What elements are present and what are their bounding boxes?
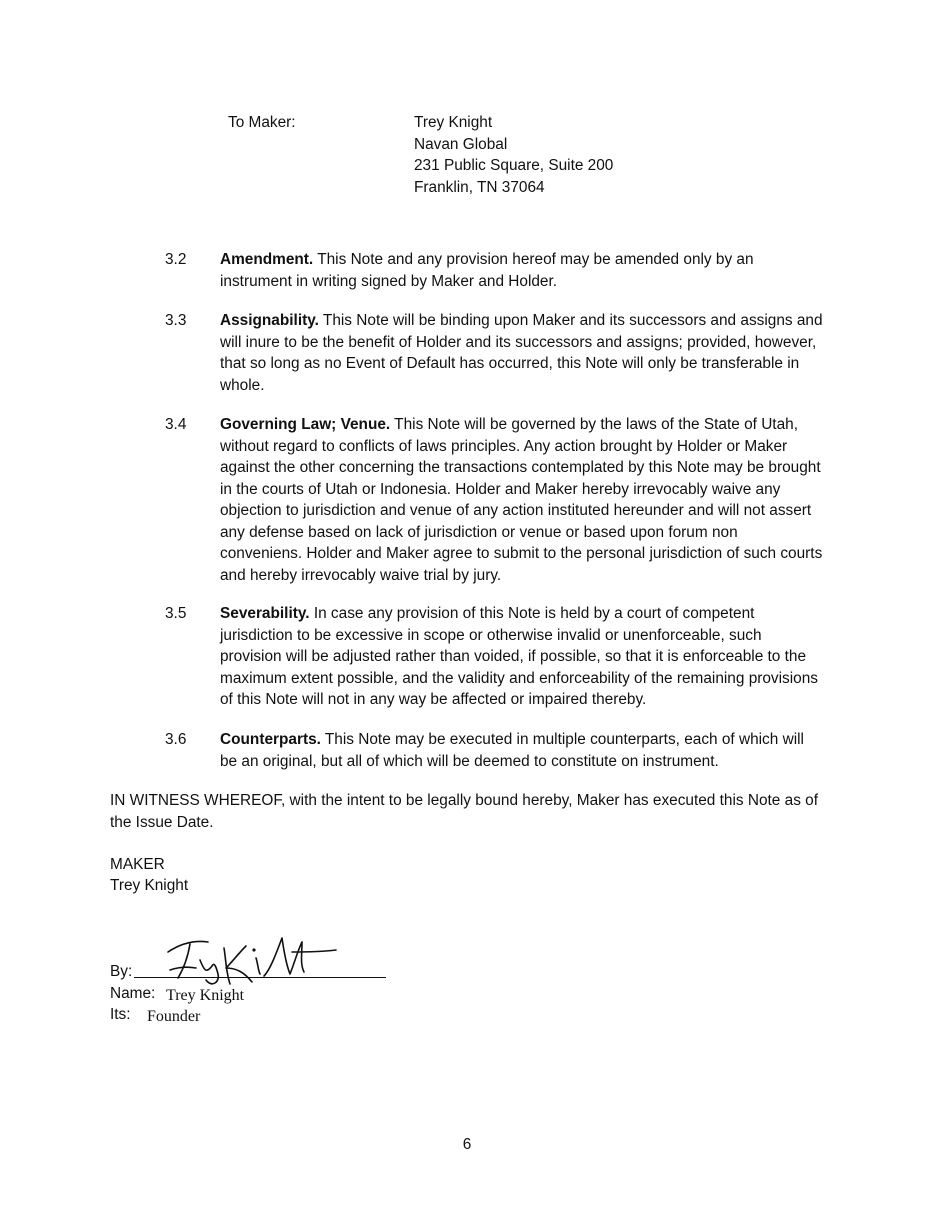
party-name: Trey Knight: [110, 877, 189, 894]
its-label: Its:: [110, 1006, 131, 1023]
section-heading: Governing Law; Venue.: [220, 416, 391, 433]
address-line: Trey Knight: [414, 114, 493, 131]
section-text: In case any provision of this Note is held by a court of competent jurisdiction to be excessive in scope or otherwise invalid or unenforceable, such provision will be adjusted rather than voided, if possible, so that it is enforceable to the maximum extent possible, and the validity and enforceability of the remaining provisions of this Note will not in any way be affected or impaired thereby.: [220, 605, 818, 708]
section-text: This Note and any provision hereof may be amended only by an instrument in writing signed by Maker and Holder.: [220, 251, 754, 290]
name-label: Name:: [110, 985, 156, 1002]
address-line: 231 Public Square, Suite 200: [414, 157, 614, 174]
section-heading: Severability.: [220, 605, 310, 622]
section-heading: Assignability.: [220, 312, 319, 329]
section-number: 3.2: [165, 251, 187, 268]
section-text: This Note will be binding upon Maker and its successors and assigns and will inure to be the benefit of Holder and its successors and assigns; provided, however, that so long as no Event of Default has occurred, this Note will only be transferable in whole.: [220, 312, 823, 394]
section-body: [220, 414, 824, 586]
section-heading: Counterparts.: [220, 731, 321, 748]
address-line: Franklin, TN 37064: [414, 178, 545, 196]
page-number: 6: [462, 1136, 472, 1153]
address-line: Navan Global: [414, 135, 508, 153]
notice-label: To Maker:: [228, 114, 296, 131]
section-body: [220, 249, 824, 292]
witness-paragraph: IN WITNESS WHEREOF, with the intent to be legally bound hereby, Maker has executed this Note as of the Issue Date.: [110, 792, 819, 831]
section-body: [220, 603, 824, 711]
section-body: [220, 310, 824, 396]
section-heading: Amendment.: [220, 251, 314, 268]
section-number: 3.4: [165, 416, 187, 433]
section-number: 3.6: [165, 731, 187, 748]
handwritten-signature: [160, 930, 345, 990]
notice-address: [414, 112, 613, 198]
section-number: 3.5: [165, 605, 187, 622]
section-number: 3.3: [165, 312, 187, 329]
section-body: [220, 729, 824, 772]
signer-name-value: Trey Knight: [166, 987, 245, 1004]
party-label: MAKER: [110, 856, 165, 873]
signer-title-value: Founder: [147, 1008, 201, 1025]
by-label: By:: [110, 963, 133, 980]
section-text: This Note will be governed by the laws of the State of Utah, without regard to conflicts of laws principles. Any action brought by Holder or Maker against the other concerning the transactions contemplated by this Note may be brought in the courts of Utah or Indonesia. Holder and Maker hereby irrevocably waive any objection to jurisdiction and venue of any action instituted hereunder and will not assert any defense based on lack of jurisdiction or venue or based upon forum non conveniens. Holder and Maker agree to submit to the personal jurisdiction of such courts and hereby irrevocably waive trial by jury.: [220, 416, 823, 584]
section-text: This Note may be executed in multiple counterparts, each of which will be an original, but all of which will be deemed to constitute on instrument.: [220, 731, 804, 770]
